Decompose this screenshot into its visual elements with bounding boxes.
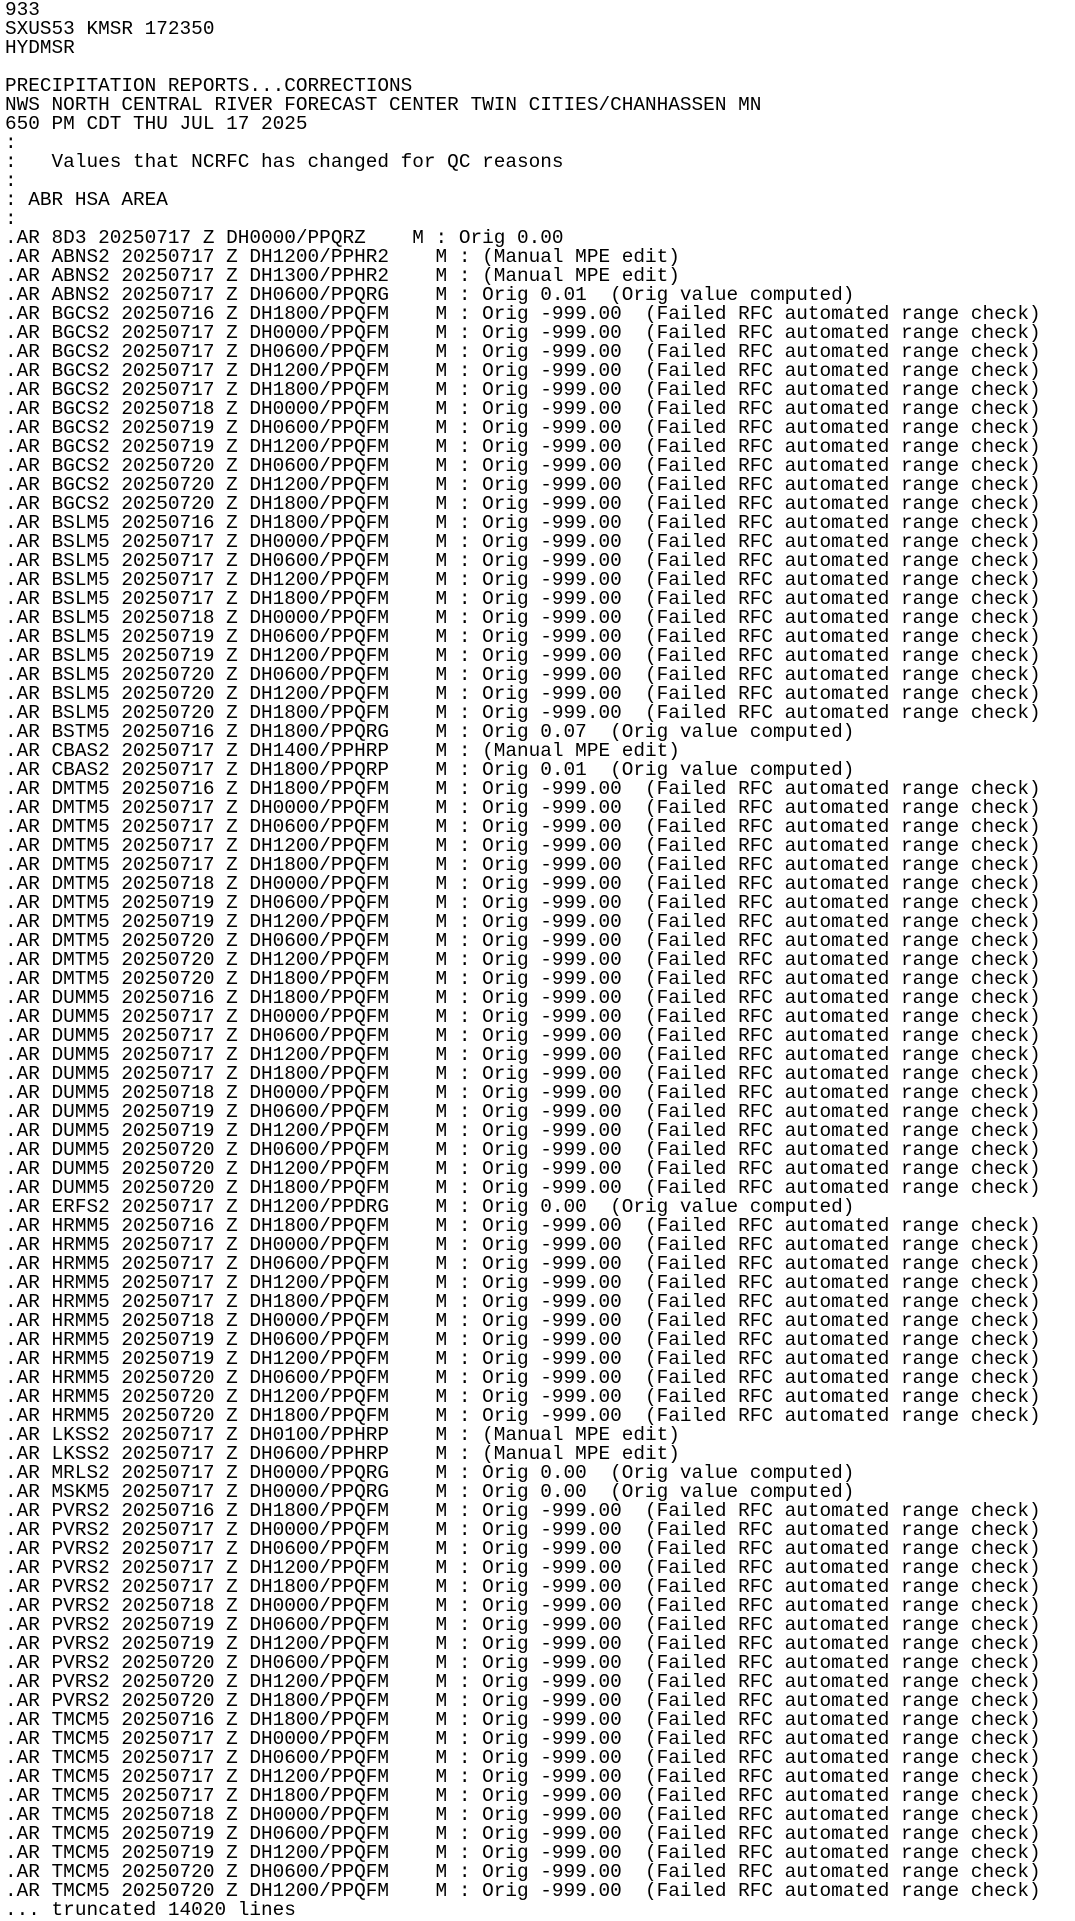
text-line: : xyxy=(5,170,17,192)
text-line: .AR DMTM5 20250718 Z DH0000/PPQFM M : Orig -999.00 (Failed RFC automated range check) xyxy=(5,873,1041,895)
text-line: .AR BGCS2 20250720 Z DH1800/PPQFM M : Orig -999.00 (Failed RFC automated range check) xyxy=(5,493,1041,515)
text-line: .AR HRMM5 20250717 Z DH0600/PPQFM M : Orig -999.00 (Failed RFC automated range check) xyxy=(5,1253,1041,1275)
text-line: .AR TMCM5 20250716 Z DH1800/PPQFM M : Orig -999.00 (Failed RFC automated range check) xyxy=(5,1709,1041,1731)
text-line: .AR ABNS2 20250717 Z DH1300/PPHR2 M : (Manual MPE edit) xyxy=(5,265,680,287)
bulletin-text xyxy=(5,1,1041,1920)
text-line: .AR BSLM5 20250720 Z DH1800/PPQFM M : Orig -999.00 (Failed RFC automated range check) xyxy=(5,702,1041,724)
text-line: .AR HRMM5 20250720 Z DH1200/PPQFM M : Orig -999.00 (Failed RFC automated range check) xyxy=(5,1386,1041,1408)
text-line: 933 xyxy=(5,0,40,21)
text-line: .AR PVRS2 20250718 Z DH0000/PPQFM M : Orig -999.00 (Failed RFC automated range check) xyxy=(5,1595,1041,1617)
text-line: .AR DUMM5 20250719 Z DH1200/PPQFM M : Orig -999.00 (Failed RFC automated range check) xyxy=(5,1120,1041,1142)
text-line: .AR ERFS2 20250717 Z DH1200/PPDRG M : Orig 0.00 (Orig value computed) xyxy=(5,1196,855,1218)
text-line: .AR TMCM5 20250719 Z DH0600/PPQFM M : Orig -999.00 (Failed RFC automated range check) xyxy=(5,1823,1041,1845)
text-line: .AR BSLM5 20250720 Z DH1200/PPQFM M : Orig -999.00 (Failed RFC automated range check) xyxy=(5,683,1041,705)
text-line: .AR TMCM5 20250718 Z DH0000/PPQFM M : Orig -999.00 (Failed RFC automated range check) xyxy=(5,1804,1041,1826)
text-line: .AR BGCS2 20250719 Z DH0600/PPQFM M : Orig -999.00 (Failed RFC automated range check) xyxy=(5,417,1041,439)
text-line: .AR HRMM5 20250717 Z DH0000/PPQFM M : Orig -999.00 (Failed RFC automated range check) xyxy=(5,1234,1041,1256)
text-line: .AR HRMM5 20250717 Z DH1800/PPQFM M : Orig -999.00 (Failed RFC automated range check) xyxy=(5,1291,1041,1313)
text-line: .AR TMCM5 20250717 Z DH1800/PPQFM M : Orig -999.00 (Failed RFC automated range check) xyxy=(5,1785,1041,1807)
text-line: .AR PVRS2 20250716 Z DH1800/PPQFM M : Orig -999.00 (Failed RFC automated range check) xyxy=(5,1500,1041,1522)
text-line: .AR DMTM5 20250717 Z DH1800/PPQFM M : Orig -999.00 (Failed RFC automated range check) xyxy=(5,854,1041,876)
text-line: .AR DUMM5 20250718 Z DH0000/PPQFM M : Orig -999.00 (Failed RFC automated range check) xyxy=(5,1082,1041,1104)
text-line: .AR 8D3 20250717 Z DH0000/PPQRZ M : Orig 0.00 xyxy=(5,227,564,249)
text-line: .AR HRMM5 20250720 Z DH0600/PPQFM M : Orig -999.00 (Failed RFC automated range check) xyxy=(5,1367,1041,1389)
text-line: .AR BGCS2 20250716 Z DH1800/PPQFM M : Orig -999.00 (Failed RFC automated range check) xyxy=(5,303,1041,325)
text-line: .AR CBAS2 20250717 Z DH1400/PPHRP M : (Manual MPE edit) xyxy=(5,740,680,762)
text-line: .AR TMCM5 20250720 Z DH1200/PPQFM M : Orig -999.00 (Failed RFC automated range check) xyxy=(5,1880,1041,1902)
text-line: .AR DUMM5 20250720 Z DH1800/PPQFM M : Orig -999.00 (Failed RFC automated range check) xyxy=(5,1177,1041,1199)
text-line: .AR DMTM5 20250717 Z DH0600/PPQFM M : Orig -999.00 (Failed RFC automated range check) xyxy=(5,816,1041,838)
text-line: .AR DUMM5 20250717 Z DH1200/PPQFM M : Orig -999.00 (Failed RFC automated range check) xyxy=(5,1044,1041,1066)
text-line: .AR PVRS2 20250719 Z DH1200/PPQFM M : Orig -999.00 (Failed RFC automated range check) xyxy=(5,1633,1041,1655)
text-line: .AR PVRS2 20250720 Z DH1200/PPQFM M : Orig -999.00 (Failed RFC automated range check) xyxy=(5,1671,1041,1693)
text-line: .AR DMTM5 20250719 Z DH0600/PPQFM M : Orig -999.00 (Failed RFC automated range check) xyxy=(5,892,1041,914)
text-line: .AR DUMM5 20250719 Z DH0600/PPQFM M : Orig -999.00 (Failed RFC automated range check) xyxy=(5,1101,1041,1123)
text-line: .AR CBAS2 20250717 Z DH1800/PPQRP M : Orig 0.01 (Orig value computed) xyxy=(5,759,855,781)
text-line: .AR DUMM5 20250717 Z DH0000/PPQFM M : Orig -999.00 (Failed RFC automated range check) xyxy=(5,1006,1041,1028)
text-line: .AR DMTM5 20250717 Z DH1200/PPQFM M : Orig -999.00 (Failed RFC automated range check) xyxy=(5,835,1041,857)
text-line: .AR PVRS2 20250719 Z DH0600/PPQFM M : Orig -999.00 (Failed RFC automated range check) xyxy=(5,1614,1041,1636)
text-line: .AR TMCM5 20250717 Z DH1200/PPQFM M : Orig -999.00 (Failed RFC automated range check) xyxy=(5,1766,1041,1788)
text-line: .AR PVRS2 20250717 Z DH0600/PPQFM M : Orig -999.00 (Failed RFC automated range check) xyxy=(5,1538,1041,1560)
text-line: .AR BSLM5 20250719 Z DH1200/PPQFM M : Orig -999.00 (Failed RFC automated range check) xyxy=(5,645,1041,667)
text-line: .AR PVRS2 20250720 Z DH0600/PPQFM M : Orig -999.00 (Failed RFC automated range check) xyxy=(5,1652,1041,1674)
text-line: SXUS53 KMSR 172350 xyxy=(5,18,215,40)
text-line: .AR HRMM5 20250719 Z DH0600/PPQFM M : Orig -999.00 (Failed RFC automated range check) xyxy=(5,1329,1041,1351)
text-line: .AR BGCS2 20250717 Z DH0000/PPQFM M : Orig -999.00 (Failed RFC automated range check) xyxy=(5,322,1041,344)
text-line: .AR PVRS2 20250717 Z DH1800/PPQFM M : Orig -999.00 (Failed RFC automated range check) xyxy=(5,1576,1041,1598)
text-line: PRECIPITATION REPORTS...CORRECTIONS xyxy=(5,75,413,97)
text-line: .AR DMTM5 20250717 Z DH0000/PPQFM M : Orig -999.00 (Failed RFC automated range check) xyxy=(5,797,1041,819)
text-line: .AR DMTM5 20250716 Z DH1800/PPQFM M : Orig -999.00 (Failed RFC automated range check) xyxy=(5,778,1041,800)
text-line: .AR DMTM5 20250720 Z DH0600/PPQFM M : Orig -999.00 (Failed RFC automated range check) xyxy=(5,930,1041,952)
text-line: .AR DUMM5 20250717 Z DH1800/PPQFM M : Orig -999.00 (Failed RFC automated range check) xyxy=(5,1063,1041,1085)
text-line: .AR HRMM5 20250719 Z DH1200/PPQFM M : Orig -999.00 (Failed RFC automated range check) xyxy=(5,1348,1041,1370)
text-line: .AR ABNS2 20250717 Z DH0600/PPQRG M : Orig 0.01 (Orig value computed) xyxy=(5,284,855,306)
text-line: .AR DMTM5 20250720 Z DH1200/PPQFM M : Orig -999.00 (Failed RFC automated range check) xyxy=(5,949,1041,971)
text-line: .AR BGCS2 20250717 Z DH1200/PPQFM M : Orig -999.00 (Failed RFC automated range check) xyxy=(5,360,1041,382)
text-line: .AR HRMM5 20250720 Z DH1800/PPQFM M : Orig -999.00 (Failed RFC automated range check) xyxy=(5,1405,1041,1427)
text-line: .AR BSLM5 20250717 Z DH1800/PPQFM M : Orig -999.00 (Failed RFC automated range check) xyxy=(5,588,1041,610)
text-line: : xyxy=(5,132,17,154)
text-line: .AR LKSS2 20250717 Z DH0100/PPHRP M : (Manual MPE edit) xyxy=(5,1424,680,1446)
text-line: .AR HRMM5 20250717 Z DH1200/PPQFM M : Orig -999.00 (Failed RFC automated range check) xyxy=(5,1272,1041,1294)
text-line: .AR BGCS2 20250717 Z DH1800/PPQFM M : Orig -999.00 (Failed RFC automated range check) xyxy=(5,379,1041,401)
text-line: .AR TMCM5 20250717 Z DH0600/PPQFM M : Orig -999.00 (Failed RFC automated range check) xyxy=(5,1747,1041,1769)
text-line: : Values that NCRFC has changed for QC reasons xyxy=(5,151,564,173)
text-line: .AR BSLM5 20250720 Z DH0600/PPQFM M : Orig -999.00 (Failed RFC automated range check) xyxy=(5,664,1041,686)
text-line: .AR ABNS2 20250717 Z DH1200/PPHR2 M : (Manual MPE edit) xyxy=(5,246,680,268)
text-line: .AR HRMM5 20250716 Z DH1800/PPQFM M : Orig -999.00 (Failed RFC automated range check) xyxy=(5,1215,1041,1237)
text-line: .AR BSLM5 20250717 Z DH0000/PPQFM M : Orig -999.00 (Failed RFC automated range check) xyxy=(5,531,1041,553)
text-line: .AR BSLM5 20250717 Z DH0600/PPQFM M : Orig -999.00 (Failed RFC automated range check) xyxy=(5,550,1041,572)
text-line: .AR PVRS2 20250720 Z DH1800/PPQFM M : Orig -999.00 (Failed RFC automated range check) xyxy=(5,1690,1041,1712)
text-line: 650 PM CDT THU JUL 17 2025 xyxy=(5,113,308,135)
text-line: : xyxy=(5,208,17,230)
text-line: .AR BGCS2 20250718 Z DH0000/PPQFM M : Orig -999.00 (Failed RFC automated range check) xyxy=(5,398,1041,420)
text-line: .AR LKSS2 20250717 Z DH0600/PPHRP M : (Manual MPE edit) xyxy=(5,1443,680,1465)
text-line: HYDMSR xyxy=(5,37,75,59)
text-line: .AR BGCS2 20250717 Z DH0600/PPQFM M : Orig -999.00 (Failed RFC automated range check) xyxy=(5,341,1041,363)
text-line: .AR BSLM5 20250718 Z DH0000/PPQFM M : Orig -999.00 (Failed RFC automated range check) xyxy=(5,607,1041,629)
text-line: .AR MRLS2 20250717 Z DH0000/PPQRG M : Orig 0.00 (Orig value computed) xyxy=(5,1462,855,1484)
text-line: .AR BSLM5 20250717 Z DH1200/PPQFM M : Orig -999.00 (Failed RFC automated range check) xyxy=(5,569,1041,591)
text-line: .AR PVRS2 20250717 Z DH0000/PPQFM M : Orig -999.00 (Failed RFC automated range check) xyxy=(5,1519,1041,1541)
text-line: .AR TMCM5 20250717 Z DH0000/PPQFM M : Orig -999.00 (Failed RFC automated range check) xyxy=(5,1728,1041,1750)
text-line: .AR BSLM5 20250719 Z DH0600/PPQFM M : Orig -999.00 (Failed RFC automated range check) xyxy=(5,626,1041,648)
text-line: .AR DMTM5 20250720 Z DH1800/PPQFM M : Orig -999.00 (Failed RFC automated range check) xyxy=(5,968,1041,990)
text-line: .AR PVRS2 20250717 Z DH1200/PPQFM M : Orig -999.00 (Failed RFC automated range check) xyxy=(5,1557,1041,1579)
text-line: .AR DUMM5 20250717 Z DH0600/PPQFM M : Orig -999.00 (Failed RFC automated range check) xyxy=(5,1025,1041,1047)
text-line: .AR MSKM5 20250717 Z DH0000/PPQRG M : Orig 0.00 (Orig value computed) xyxy=(5,1481,855,1503)
text-line: : ABR HSA AREA xyxy=(5,189,168,211)
truncation-notice: ... truncated 14020 lines xyxy=(5,1899,296,1921)
text-line: .AR BSTM5 20250716 Z DH1800/PPQRG M : Orig 0.07 (Orig value computed) xyxy=(5,721,855,743)
text-line: .AR DUMM5 20250720 Z DH0600/PPQFM M : Orig -999.00 (Failed RFC automated range check) xyxy=(5,1139,1041,1161)
text-line: NWS NORTH CENTRAL RIVER FORECAST CENTER TWIN CITIES/CHANHASSEN MN xyxy=(5,94,762,116)
text-line: .AR BGCS2 20250720 Z DH0600/PPQFM M : Orig -999.00 (Failed RFC automated range check) xyxy=(5,455,1041,477)
text-line: .AR DMTM5 20250719 Z DH1200/PPQFM M : Orig -999.00 (Failed RFC automated range check) xyxy=(5,911,1041,933)
text-line: .AR BGCS2 20250719 Z DH1200/PPQFM M : Orig -999.00 (Failed RFC automated range check) xyxy=(5,436,1041,458)
text-line: .AR DUMM5 20250716 Z DH1800/PPQFM M : Orig -999.00 (Failed RFC automated range check) xyxy=(5,987,1041,1009)
text-line: .AR HRMM5 20250718 Z DH0000/PPQFM M : Orig -999.00 (Failed RFC automated range check) xyxy=(5,1310,1041,1332)
text-line: .AR TMCM5 20250719 Z DH1200/PPQFM M : Orig -999.00 (Failed RFC automated range check) xyxy=(5,1842,1041,1864)
text-line: .AR TMCM5 20250720 Z DH0600/PPQFM M : Orig -999.00 (Failed RFC automated range check) xyxy=(5,1861,1041,1883)
text-line: .AR BGCS2 20250720 Z DH1200/PPQFM M : Orig -999.00 (Failed RFC automated range check) xyxy=(5,474,1041,496)
text-line: .AR BSLM5 20250716 Z DH1800/PPQFM M : Orig -999.00 (Failed RFC automated range check) xyxy=(5,512,1041,534)
text-line: .AR DUMM5 20250720 Z DH1200/PPQFM M : Orig -999.00 (Failed RFC automated range check) xyxy=(5,1158,1041,1180)
